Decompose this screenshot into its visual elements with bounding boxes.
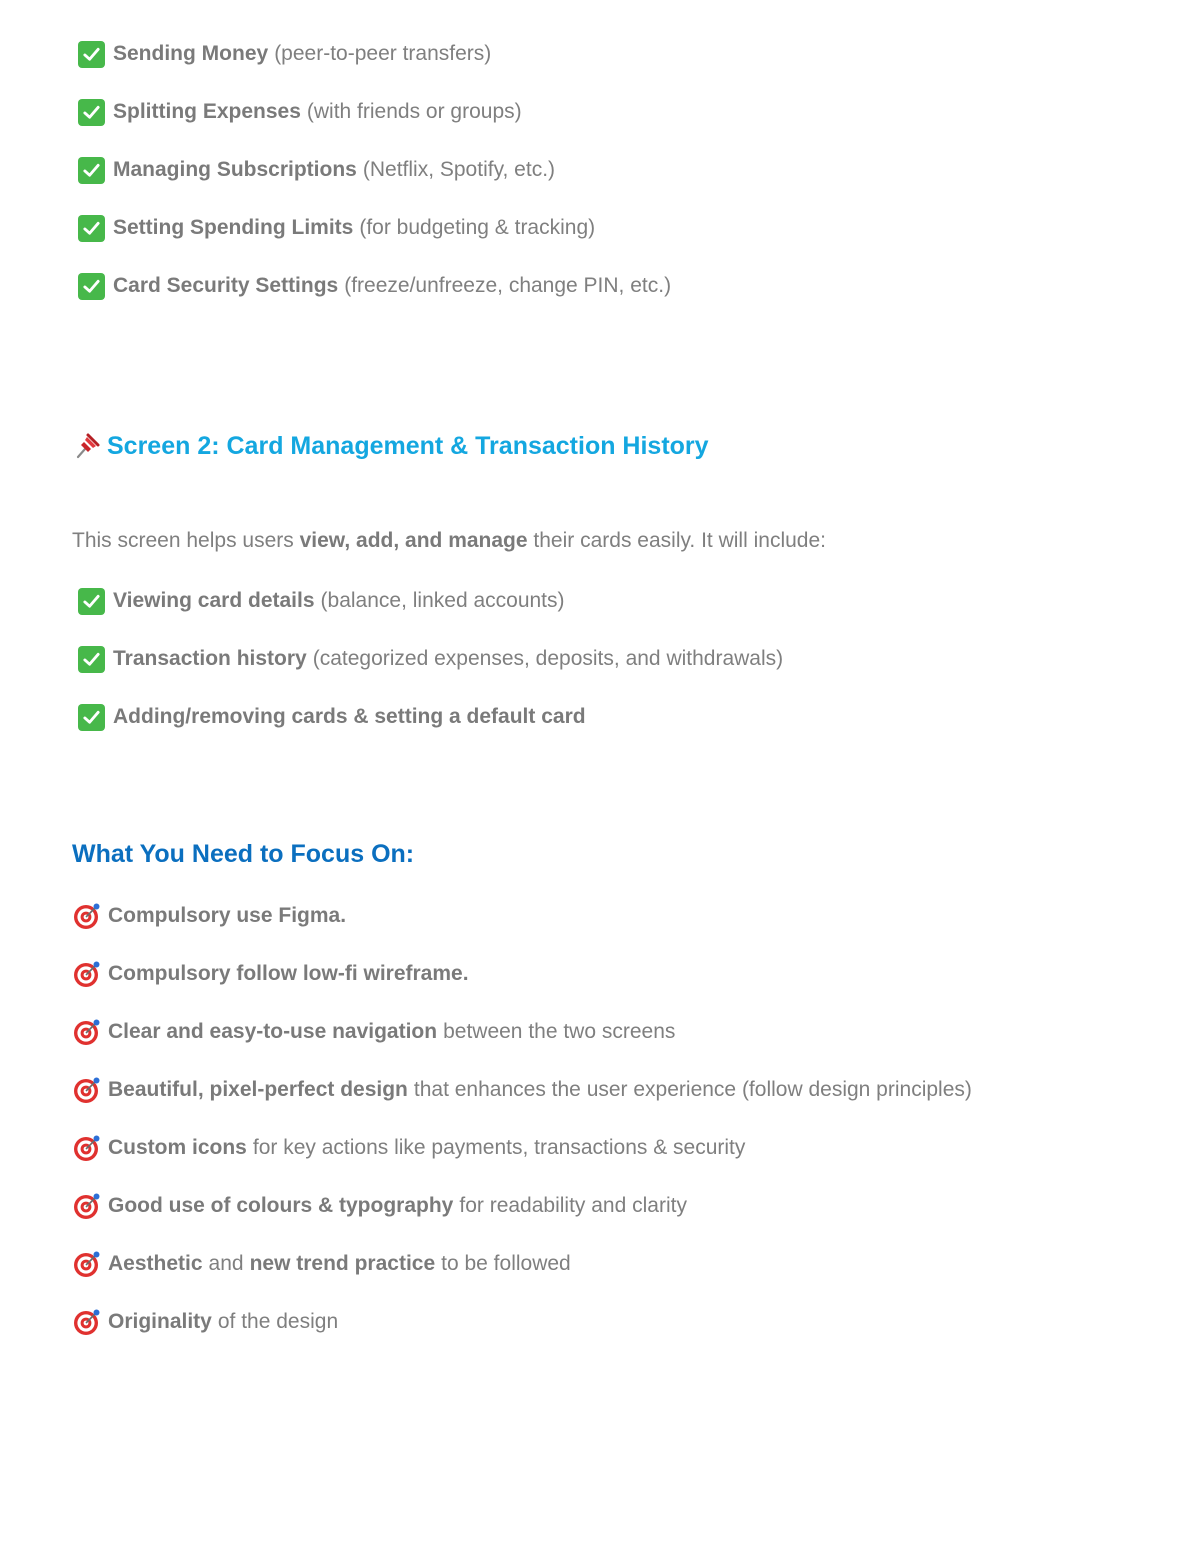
check-mark-icon (78, 646, 105, 673)
focus-item (73, 901, 346, 931)
section-heading-focus (72, 840, 414, 869)
focus-bold: Originality (108, 1310, 212, 1333)
direct-hit-target-icon (73, 902, 101, 930)
focus-bold: Beautiful, pixel-perfect design (108, 1078, 408, 1101)
feature-item (78, 702, 586, 732)
direct-hit-target-icon (73, 1308, 101, 1336)
feature-item (78, 271, 671, 301)
focus-item (73, 1307, 338, 1337)
feature-detail: (peer-to-peer transfers) (274, 42, 492, 65)
intro-text: This screen helps users (72, 529, 294, 552)
feature-bold: Sending Money (113, 42, 269, 65)
intro-text: their cards easily. It will include: (533, 529, 826, 552)
feature-item (78, 644, 783, 674)
focus-item (73, 1249, 571, 1279)
focus-connector: and (208, 1252, 244, 1275)
feature-bold: Adding/removing cards & setting a default card (113, 705, 586, 728)
feature-item (78, 586, 565, 616)
focus-bold: Custom icons (108, 1136, 247, 1159)
feature-item (78, 213, 595, 243)
direct-hit-target-icon (73, 1134, 101, 1162)
focus-item (73, 1133, 745, 1163)
direct-hit-target-icon (73, 1250, 101, 1278)
feature-detail: (freeze/unfreeze, change PIN, etc.) (344, 274, 672, 297)
focus-bold: Aesthetic (108, 1252, 203, 1275)
check-mark-icon (78, 704, 105, 731)
focus-detail: of the design (217, 1310, 339, 1333)
focus-bold: Compulsory follow low-fi wireframe. (108, 962, 469, 985)
direct-hit-target-icon (73, 1018, 101, 1046)
direct-hit-target-icon (73, 960, 101, 988)
check-mark-icon (78, 588, 105, 615)
section-heading-screen-2 (72, 431, 709, 461)
feature-bold: Transaction history (113, 647, 307, 670)
focus-detail: to be followed (441, 1252, 571, 1275)
check-mark-icon (78, 157, 105, 184)
focus-bold: Clear and easy-to-use navigation (108, 1020, 438, 1043)
check-mark-icon (78, 41, 105, 68)
focus-item (73, 1191, 687, 1221)
focus-detail: for readability and clarity (459, 1194, 687, 1217)
focus-detail: that enhances the user experience (follow design principles) (413, 1078, 972, 1101)
check-mark-icon (78, 99, 105, 126)
direct-hit-target-icon (73, 1192, 101, 1220)
feature-bold: Card Security Settings (113, 274, 339, 297)
focus-item (73, 959, 469, 989)
focus-item (73, 1075, 972, 1105)
direct-hit-target-icon (73, 1076, 101, 1104)
focus-detail: for key actions like payments, transactions & security (252, 1136, 746, 1159)
feature-bold: Setting Spending Limits (113, 216, 354, 239)
feature-detail: (for budgeting & tracking) (359, 216, 596, 239)
feature-detail: (with friends or groups) (306, 100, 522, 123)
intro-bold-text: view, add, and manage (299, 529, 528, 552)
feature-bold: Managing Subscriptions (113, 158, 357, 181)
focus-detail: between the two screens (443, 1020, 676, 1043)
feature-detail: (balance, linked accounts) (320, 589, 565, 612)
section-title: Screen 2: Card Management & Transaction History (107, 431, 709, 460)
check-mark-icon (78, 273, 105, 300)
feature-detail: (categorized expenses, deposits, and withdrawals) (312, 647, 784, 670)
feature-bold: Viewing card details (113, 589, 315, 612)
feature-item (78, 39, 491, 69)
focus-bold: Good use of colours & typography (108, 1194, 454, 1217)
pushpin-icon (72, 431, 102, 461)
feature-item (78, 97, 522, 127)
focus-bold: Compulsory use Figma. (108, 904, 347, 927)
feature-detail: (Netflix, Spotify, etc.) (362, 158, 556, 181)
focus-bold: new trend practice (249, 1252, 436, 1275)
focus-item (73, 1017, 675, 1047)
section-title: What You Need to Focus On: (72, 840, 415, 868)
feature-bold: Splitting Expenses (113, 100, 301, 123)
check-mark-icon (78, 215, 105, 242)
intro-paragraph (72, 529, 826, 553)
feature-item (78, 155, 555, 185)
